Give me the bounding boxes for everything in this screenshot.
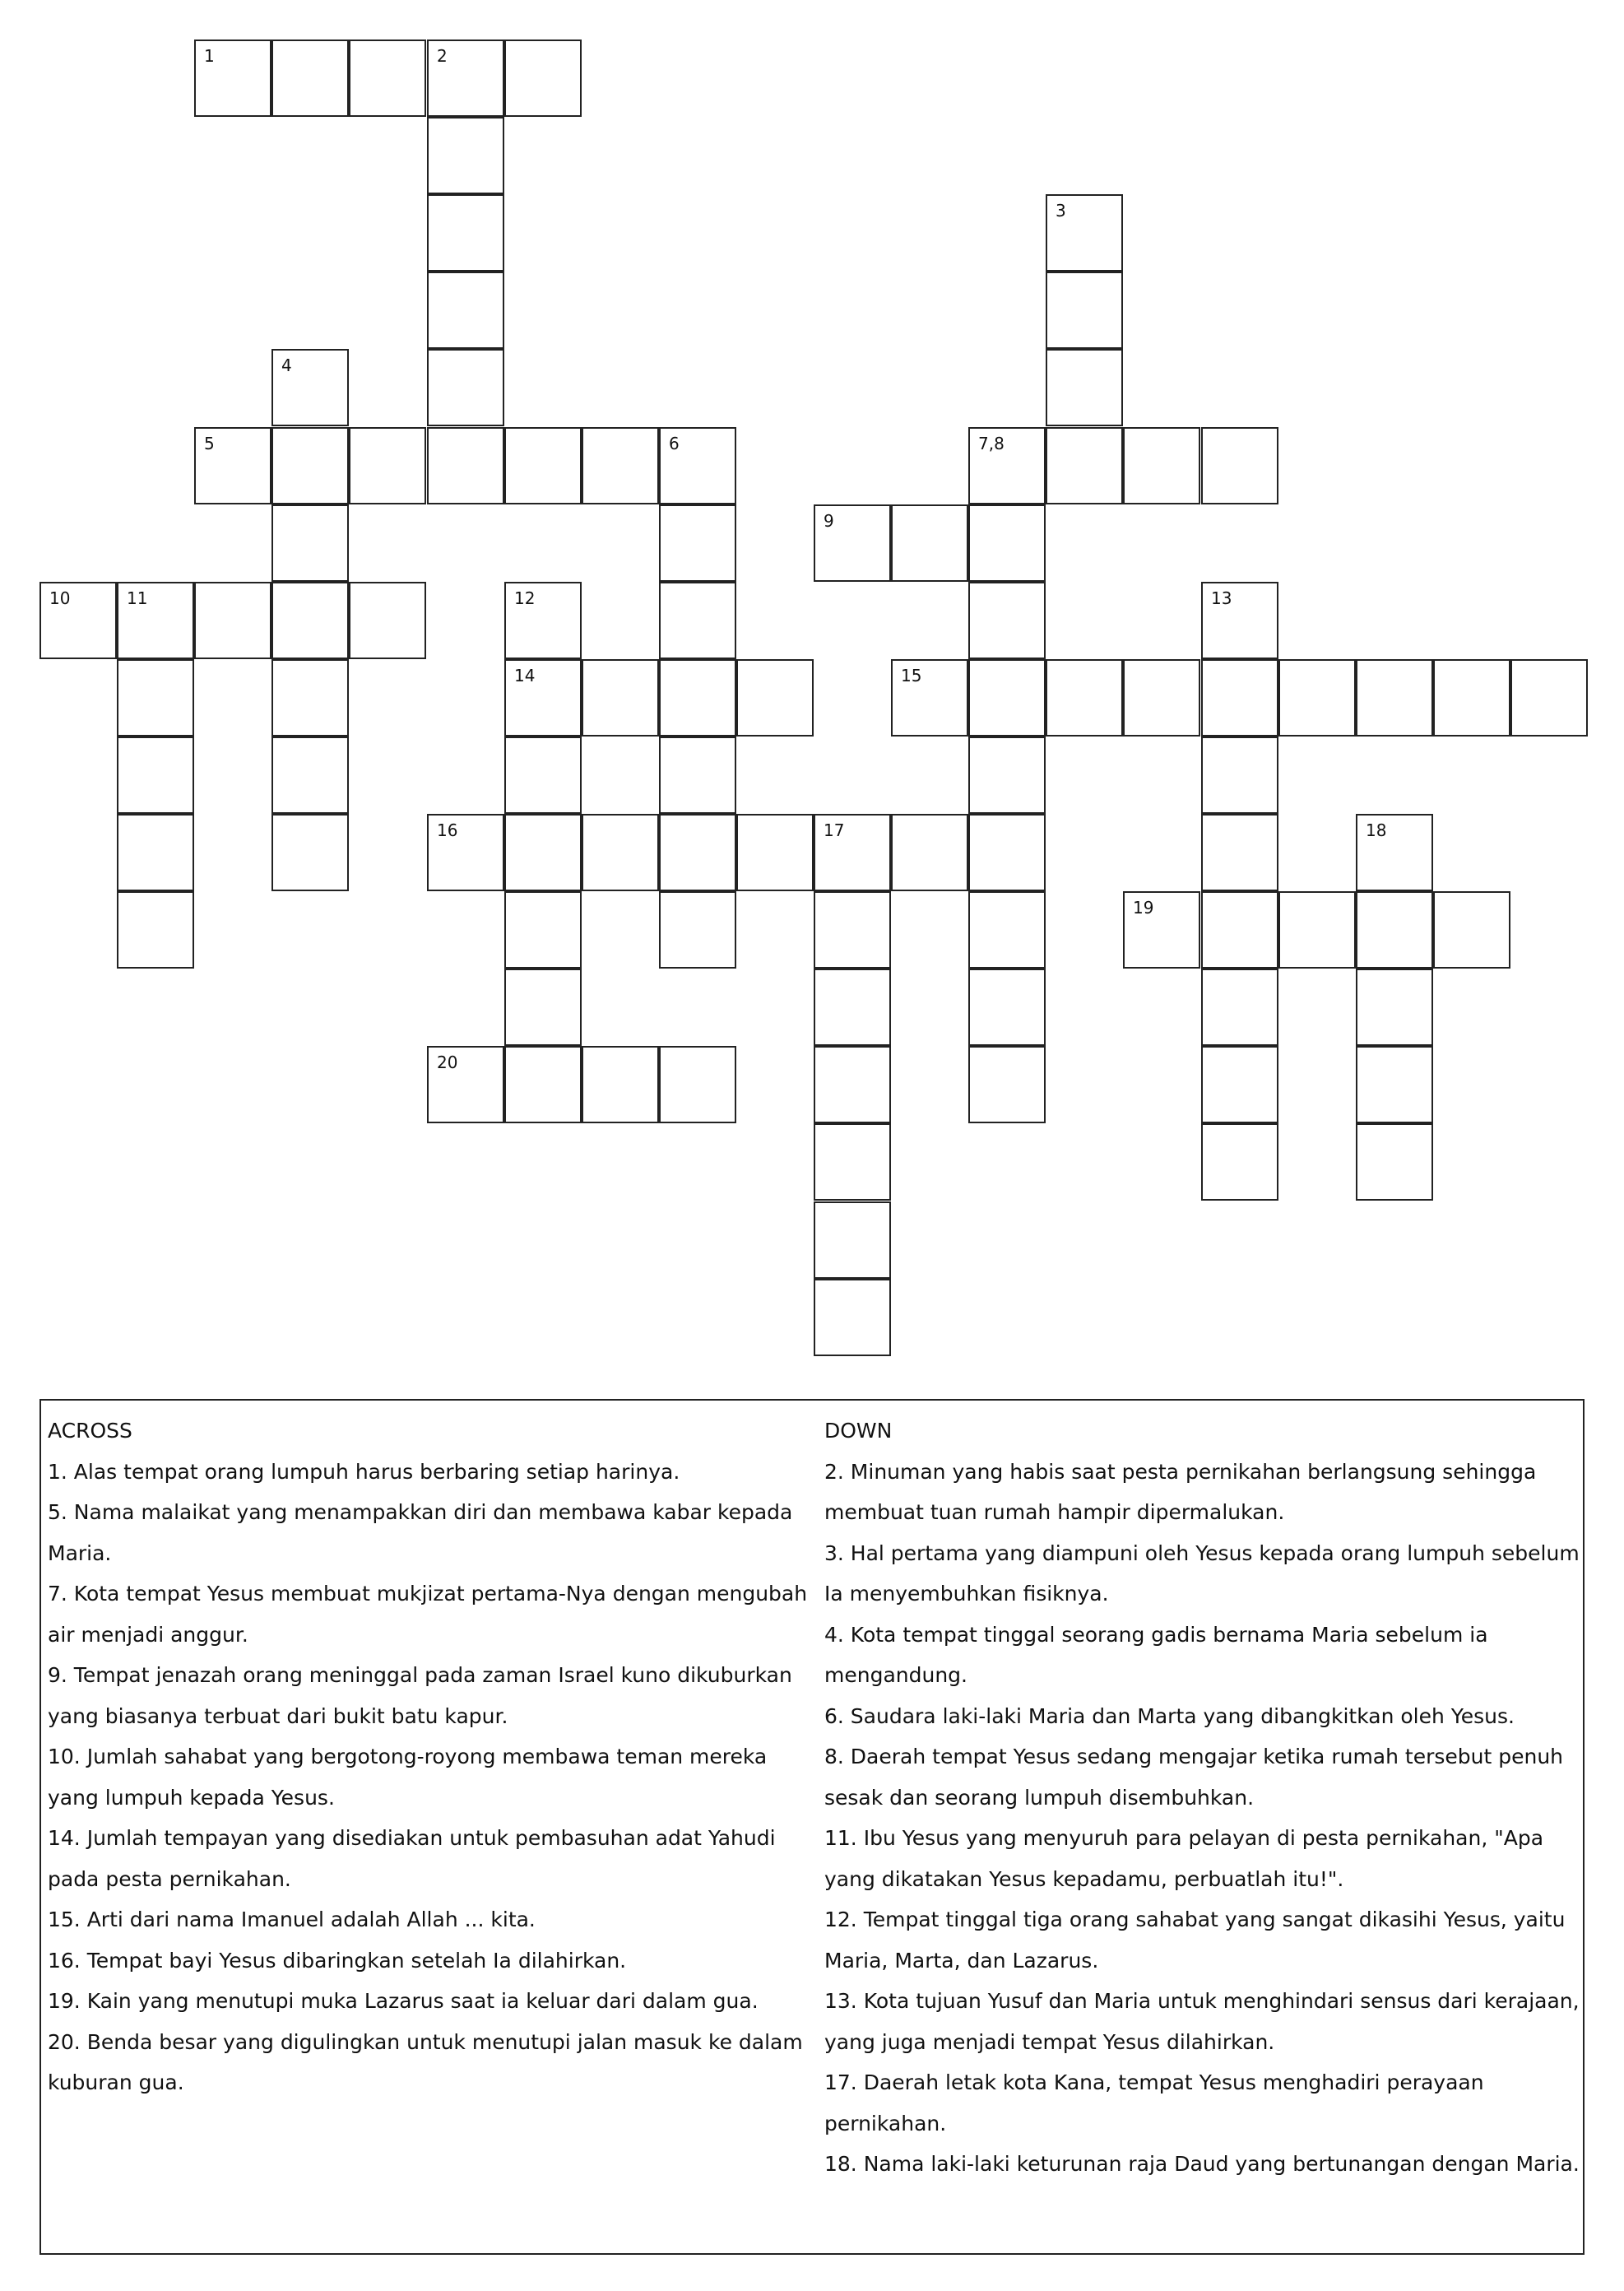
clue-number: 15 (901, 666, 922, 685)
grid-cell[interactable] (427, 427, 504, 504)
clue-number: 5 (204, 434, 215, 453)
across-clue-list (48, 1452, 821, 2103)
grid-cell[interactable] (117, 891, 194, 969)
grid-cell[interactable] (968, 659, 1046, 737)
grid-cell[interactable] (1123, 427, 1200, 504)
across-clue: 10. Jumlah sahabat yang bergotong-royong membawa teman mereka yang lumpuh kepada Yesus. (48, 1745, 768, 1810)
grid-cell[interactable] (659, 814, 736, 891)
grid-cell[interactable] (504, 427, 582, 504)
down-clue: 13. Kota tujuan Yusuf dan Maria untuk menghindari sensus dari kerajaan, yang juga menjadi tempat Yesus dilahirkan. (824, 1989, 1580, 2054)
grid-cell[interactable] (194, 40, 271, 117)
down-clue: 17. Daerah letak kota Kana, tempat Yesus menghadiri perayaan pernikahan. (824, 2070, 1484, 2135)
grid-cell[interactable] (1201, 427, 1278, 504)
across-heading: ACROSS (48, 1419, 132, 1443)
grid-cell[interactable] (659, 427, 736, 504)
across-clue: 5. Nama malaikat yang menampakkan diri dan membawa kabar kepada Maria. (48, 1500, 793, 1565)
clue-number: 3 (1056, 201, 1066, 221)
grid-cell[interactable] (1201, 659, 1278, 737)
grid-cell[interactable] (1510, 659, 1588, 737)
grid-cell[interactable] (891, 659, 968, 737)
grid-cell[interactable] (968, 891, 1046, 969)
grid-cell[interactable] (1278, 659, 1356, 737)
grid-cell[interactable] (814, 891, 891, 969)
grid-cell[interactable] (1356, 1123, 1433, 1201)
grid-cell[interactable] (504, 737, 582, 814)
down-clue-list (824, 1452, 1581, 2185)
grid-cell[interactable] (504, 969, 582, 1046)
grid-cell[interactable] (427, 814, 504, 891)
grid-cell[interactable] (427, 272, 504, 349)
grid-cell[interactable] (968, 814, 1046, 891)
grid-cell[interactable] (1046, 659, 1123, 737)
clue-number: 7,8 (978, 434, 1005, 453)
grid-cell[interactable] (427, 349, 504, 426)
clue-number: 1 (204, 46, 215, 66)
clue-number: 13 (1211, 588, 1232, 608)
grid-cell[interactable] (891, 504, 968, 582)
clue-number: 19 (1133, 898, 1154, 918)
across-column (48, 1410, 821, 2103)
grid-cell[interactable] (1356, 891, 1433, 969)
grid-cell[interactable] (659, 659, 736, 737)
grid-cell[interactable] (117, 737, 194, 814)
grid-cell[interactable] (659, 582, 736, 659)
grid-cell[interactable] (814, 504, 891, 582)
grid-cell[interactable] (1201, 582, 1278, 659)
clue-number: 6 (669, 434, 680, 453)
grid-cell[interactable] (427, 40, 504, 117)
grid-cell[interactable] (814, 1046, 891, 1123)
grid-cell[interactable] (349, 427, 426, 504)
grid-cell[interactable] (1433, 891, 1510, 969)
down-clue: 2. Minuman yang habis saat pesta pernikahan berlangsung sehingga membuat tuan rumah hampir dipermalukan. (824, 1459, 1537, 1524)
across-clue: 9. Tempat jenazah orang meninggal pada zaman Israel kuno dikuburkan yang biasanya terbuat dari bukit batu kapur. (48, 1663, 792, 1728)
grid-cell[interactable] (427, 117, 504, 194)
down-clue: 12. Tempat tinggal tiga orang sahabat yang sangat dikasihi Yesus, yaitu Maria, Marta, dan Lazarus. (824, 1908, 1566, 1973)
across-clue: 14. Jumlah tempayan yang disediakan untuk pembasuhan adat Yahudi pada pesta pernikahan. (48, 1826, 776, 1891)
across-clue: 20. Benda besar yang digulingkan untuk menutupi jalan masuk ke dalam kuburan gua. (48, 2029, 803, 2094)
grid-cell[interactable] (504, 582, 582, 659)
down-clue: 8. Daerah tempat Yesus sedang mengajar ketika rumah tersebut penuh sesak dan seorang lumpuh disembuhkan. (824, 1745, 1564, 1810)
grid-cell[interactable] (1201, 737, 1278, 814)
grid-cell[interactable] (271, 349, 349, 426)
grid-cell[interactable] (1201, 891, 1278, 969)
grid-cell[interactable] (39, 582, 117, 659)
down-clue: 3. Hal pertama yang diampuni oleh Yesus kepada orang lumpuh sebelum Ia menyembuhkan fisiknya. (824, 1540, 1580, 1606)
grid-cell[interactable] (271, 814, 349, 891)
grid-cell[interactable] (427, 1046, 504, 1123)
grid-cell[interactable] (1201, 814, 1278, 891)
grid-cell[interactable] (1356, 659, 1433, 737)
grid-cell[interactable] (427, 194, 504, 272)
clue-number: 20 (437, 1053, 458, 1072)
clue-number: 18 (1366, 820, 1387, 840)
down-heading: DOWN (824, 1419, 893, 1443)
grid-cell[interactable] (582, 814, 659, 891)
grid-cell[interactable] (659, 1046, 736, 1123)
down-clue: 11. Ibu Yesus yang menyuruh para pelayan di pesta pernikahan, "Apa yang dikatakan Yesus kepadamu, perbuatlah itu!". (824, 1826, 1544, 1891)
clue-number: 11 (127, 588, 148, 608)
grid-cell[interactable] (1201, 969, 1278, 1046)
clue-number: 9 (824, 511, 834, 531)
grid-cell[interactable] (814, 1279, 891, 1356)
grid-cell[interactable] (968, 969, 1046, 1046)
grid-cell[interactable] (659, 737, 736, 814)
grid-cell[interactable] (349, 40, 426, 117)
grid-cell[interactable] (968, 582, 1046, 659)
clue-number: 17 (824, 820, 845, 840)
grid-cell[interactable] (968, 1046, 1046, 1123)
across-clue: 16. Tempat bayi Yesus dibaringkan setelah Ia dilahirkan. (48, 1948, 627, 1973)
grid-cell[interactable] (736, 659, 814, 737)
grid-cell[interactable] (814, 1201, 891, 1279)
grid-cell[interactable] (271, 427, 349, 504)
clue-number: 16 (437, 820, 458, 840)
grid-cell[interactable] (1046, 349, 1123, 426)
across-clue: 15. Arti dari nama Imanuel adalah Allah ... kita. (48, 1908, 536, 1931)
grid-cell[interactable] (1046, 272, 1123, 349)
grid-cell[interactable] (117, 659, 194, 737)
grid-cell[interactable] (1356, 814, 1433, 891)
clue-number: 10 (49, 588, 71, 608)
grid-cell[interactable] (504, 659, 582, 737)
grid-cell[interactable] (1201, 1046, 1278, 1123)
grid-cell[interactable] (1356, 1046, 1433, 1123)
grid-cell[interactable] (117, 814, 194, 891)
grid-cell[interactable] (582, 1046, 659, 1123)
grid-cell[interactable] (582, 427, 659, 504)
grid-cell[interactable] (194, 427, 271, 504)
down-clue: 6. Saudara laki-laki Maria dan Marta yang dibangkitkan oleh Yesus. (824, 1703, 1515, 1728)
grid-cell[interactable] (1046, 194, 1123, 272)
grid-cell[interactable] (1123, 659, 1200, 737)
grid-cell[interactable] (194, 582, 271, 659)
grid-cell[interactable] (814, 814, 891, 891)
grid-cell[interactable] (1123, 891, 1200, 969)
across-clue: 19. Kain yang menutupi muka Lazarus saat ia keluar dari dalam gua. (48, 1989, 759, 2013)
grid-cell[interactable] (736, 814, 814, 891)
down-column (824, 1410, 1581, 2185)
clues-box (39, 1399, 1585, 2255)
across-clue: 1. Alas tempat orang lumpuh harus berbaring setiap harinya. (48, 1459, 680, 1484)
grid-cell[interactable] (504, 814, 582, 891)
grid-cell[interactable] (349, 582, 426, 659)
grid-cell[interactable] (271, 737, 349, 814)
grid-cell[interactable] (968, 737, 1046, 814)
grid-cell[interactable] (1356, 969, 1433, 1046)
grid-cell[interactable] (1278, 891, 1356, 969)
grid-cell[interactable] (504, 1046, 582, 1123)
grid-cell[interactable] (968, 504, 1046, 582)
down-clue: 4. Kota tempat tinggal seorang gadis bernama Maria sebelum ia mengandung. (824, 1622, 1488, 1687)
across-clue: 7. Kota tempat Yesus membuat mukjizat pertama-Nya dengan mengubah air menjadi anggur. (48, 1582, 808, 1647)
grid-cell[interactable] (271, 504, 349, 582)
grid-cell[interactable] (659, 504, 736, 582)
grid-cell[interactable] (271, 40, 349, 117)
clue-number: 14 (514, 666, 536, 685)
clue-number: 4 (281, 356, 292, 375)
grid-cell[interactable] (504, 40, 582, 117)
clue-number: 12 (514, 588, 536, 608)
grid-cell[interactable] (968, 427, 1046, 504)
clue-number: 2 (437, 46, 448, 66)
grid-cell[interactable] (1433, 659, 1510, 737)
grid-cell[interactable] (814, 969, 891, 1046)
grid-cell[interactable] (117, 582, 194, 659)
grid-cell[interactable] (659, 891, 736, 969)
grid-cell[interactable] (271, 659, 349, 737)
grid-cell[interactable] (504, 891, 582, 969)
grid-cell[interactable] (582, 659, 659, 737)
grid-cell[interactable] (814, 1123, 891, 1201)
down-clue: 18. Nama laki-laki keturunan raja Daud yang bertunangan dengan Maria. (824, 2152, 1580, 2176)
grid-cell[interactable] (891, 814, 968, 891)
grid-cell[interactable] (1201, 1123, 1278, 1201)
grid-cell[interactable] (271, 582, 349, 659)
grid-cell[interactable] (1046, 427, 1123, 504)
